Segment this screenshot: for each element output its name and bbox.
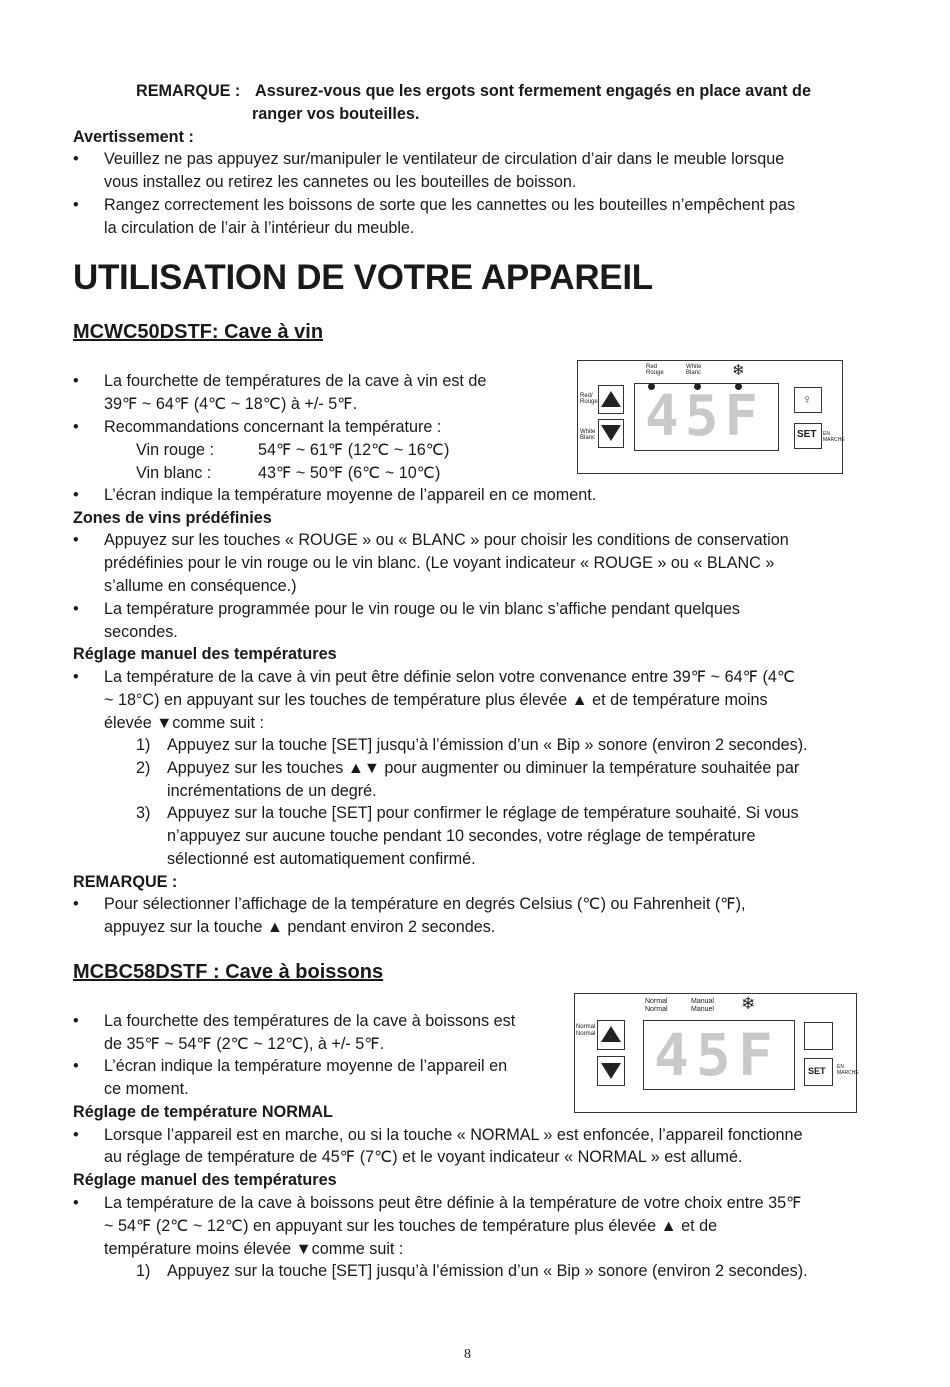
beverage-ecran-line1: L’écran indique la température moyenne de l’appareil en (104, 1057, 508, 1075)
beverage-manual-line2: ~ 54℉ (2℃ ~ 12℃) en appuyant sur les touches de température plus élevée ▲ et de (104, 1217, 718, 1235)
wine-range-line2: 39℉ ~ 64℉ (4℃ ~ 18℃) à +/- 5℉. (104, 395, 358, 413)
light-button[interactable] (794, 387, 822, 413)
set-button[interactable] (804, 1058, 833, 1086)
step-3-line3: sélectionné est automatiquement confirmé. (167, 850, 476, 868)
step-2-number: 2) (136, 759, 151, 777)
bullet-icon: • (73, 418, 79, 436)
wine-range-line1: La fourchette de températures de la cave à vin est de (104, 372, 487, 390)
panel-label-white-top: White Blanc (686, 364, 702, 376)
step-1-number: 1) (136, 736, 151, 754)
bullet-icon: • (73, 600, 79, 618)
bullet-icon: • (73, 1012, 79, 1030)
bullet-icon: • (73, 895, 79, 913)
temperature-display (643, 1020, 795, 1090)
wine-rouge-value: 54℉ ~ 61℉ (12℃ ~ 16℃) (258, 441, 450, 459)
panel-label-normal-side: Normal Normal (576, 1024, 596, 1037)
bullet-icon: • (73, 486, 79, 504)
wine-manual-line1: La température de la cave à vin peut être définie selon votre convenance entre 39℉ ~ 64℉ (4℃ (104, 668, 796, 686)
en-marche-label: EN MARCHE (823, 431, 845, 443)
set-label: SET (797, 429, 817, 440)
avertissement-bullet-1-line1: Veuillez ne pas appuyez sur/manipuler le ventilateur de circulation d’air dans le meuble lorsque (104, 150, 785, 168)
beverage-manual-line3: température moins élevée ▼comme suit : (104, 1240, 404, 1258)
bullet-icon: • (73, 150, 79, 168)
display-value: 45F (645, 384, 765, 449)
remarque-label: REMARQUE : (136, 82, 241, 100)
step-2-line2: incrémentations de un degré. (167, 782, 377, 800)
step-3-number: 3) (136, 804, 151, 822)
light-button[interactable] (804, 1022, 833, 1050)
en-marche-label: EN MARCHE (837, 1064, 859, 1076)
remarque-text-line2: ranger vos bouteilles. (252, 105, 420, 123)
wine-remarque-title: REMARQUE : (73, 873, 178, 891)
zones-b1-line1: Appuyez sur les touches « ROUGE » ou « BLANC » pour choisir les conditions de conservation (104, 531, 789, 549)
arrow-up-icon (601, 391, 621, 407)
wine-blanc-value: 43℉ ~ 50℉ (6℃ ~ 10℃) (258, 464, 441, 482)
wine-rouge-label: Vin rouge : (136, 441, 214, 459)
wine-blanc-label: Vin blanc : (136, 464, 212, 482)
beverage-step-1-number: 1) (136, 1262, 151, 1280)
wine-manual-line2: ~ 18°C) en appuyant sur les touches de température plus élevée ▲ et de température moins (104, 691, 768, 709)
beverage-step-1-text: Appuyez sur la touche [SET] jusqu’à l’émission d’un « Bip » sonore (environ 2 secondes). (167, 1262, 808, 1280)
zones-b1-line3: s’allume en conséquence.) (104, 577, 297, 595)
bullet-icon: • (73, 1126, 79, 1144)
normal-title: Réglage de température NORMAL (73, 1103, 333, 1121)
set-button[interactable] (794, 423, 822, 449)
display-value: 45F (654, 1021, 780, 1089)
avertissement-bullet-2-line1: Rangez correctement les boissons de sorte que les cannettes ou les bouteilles n’empêchent pas (104, 196, 796, 214)
wine-control-panel (577, 360, 843, 474)
avertissement-bullet-1-line2: vous installez ou retirez les cannetes ou les bouteilles de boisson. (104, 173, 577, 191)
temp-down-button[interactable] (598, 419, 624, 448)
wine-manual-line3: élevée ▼comme suit : (104, 714, 264, 732)
bullet-icon: • (73, 531, 79, 549)
panel-label-normal-top: Normal Normal (645, 998, 668, 1013)
bullet-icon: • (73, 668, 79, 686)
snowflake-icon: ❄ (732, 362, 745, 379)
beverage-range-line1: La fourchette des températures de la cave à boissons est (104, 1012, 516, 1030)
wine-reco: Recommandations concernant la température : (104, 418, 442, 436)
normal-line2: au réglage de température de 45℉ (7℃) et le voyant indicateur « NORMAL » est allumé. (104, 1148, 743, 1166)
beverage-control-panel (574, 993, 857, 1113)
temp-up-button[interactable] (597, 1020, 625, 1050)
step-3-line1: Appuyez sur la touche [SET] pour confirmer le réglage de température souhaité. Si vous (167, 804, 799, 822)
panel-label-red-top: Red Rouge (646, 364, 664, 376)
light-bulb-icon: ♀ (802, 391, 813, 407)
step-3-line2: n’appuyez sur aucune touche pendant 10 secondes, votre réglage de température (167, 827, 756, 845)
avertissement-title: Avertissement : (73, 128, 194, 146)
beverage-heading: MCBC58DSTF : Cave à boissons (73, 961, 384, 983)
beverage-manual-title: Réglage manuel des températures (73, 1171, 337, 1189)
bullet-icon: • (73, 1057, 79, 1075)
panel-label-white-side: White Blanc (580, 429, 596, 441)
panel-label-red-side: Red/ Rouge (580, 393, 598, 405)
zones-b1-line2: prédéfinies pour le vin rouge ou le vin blanc. (Le voyant indicateur « ROUGE » ou « BLANC » (104, 554, 775, 572)
panel-label-manual-top: Manual Manuel (691, 998, 714, 1013)
bullet-icon: • (73, 1194, 79, 1212)
wine-remarque-line1: Pour sélectionner l’affichage de la température en degrés Celsius (℃) ou Fahrenheit (℉), (104, 895, 746, 913)
normal-line1: Lorsque l’appareil est en marche, ou si la touche « NORMAL » est enfoncée, l’appareil fonctionne (104, 1126, 803, 1144)
beverage-range-line2: de 35℉ ~ 54℉ (2℃ ~ 12℃), à +/- 5℉. (104, 1035, 385, 1053)
step-1-text: Appuyez sur la touche [SET] jusqu’à l’émission d’un « Bip » sonore (environ 2 secondes). (167, 736, 808, 754)
wine-manual-title: Réglage manuel des températures (73, 645, 337, 663)
page-title: UTILISATION DE VOTRE APPAREIL (73, 258, 653, 297)
zones-title: Zones de vins prédéfinies (73, 509, 272, 527)
beverage-manual-line1: La température de la cave à boissons peut être définie à la température de votre choix entre 35℉ (104, 1194, 802, 1212)
wine-remarque-line2: appuyez sur la touche ▲ pendant environ 2 secondes. (104, 918, 496, 936)
bullet-icon: • (73, 196, 79, 214)
zones-b2-line2: secondes. (104, 623, 178, 641)
avertissement-bullet-2-line2: la circulation de l’air à l’intérieur du meuble. (104, 219, 415, 237)
set-label: SET (808, 1066, 826, 1076)
zones-b2-line1: La température programmée pour le vin rouge ou le vin blanc s’affiche pendant quelques (104, 600, 740, 618)
remarque-text-line1: Assurez-vous que les ergots sont fermement engagés en place avant de (255, 82, 811, 100)
arrow-up-icon (601, 1026, 621, 1042)
arrow-down-icon (601, 425, 621, 441)
wine-ecran: L’écran indique la température moyenne de l’appareil en ce moment. (104, 486, 597, 504)
wine-heading: MCWC50DSTF: Cave à vin (73, 321, 324, 343)
page-number: 8 (464, 1347, 471, 1362)
temp-up-button[interactable] (598, 385, 624, 414)
temperature-display (634, 383, 779, 451)
temp-down-button[interactable] (597, 1056, 625, 1086)
arrow-down-icon (601, 1063, 621, 1079)
step-2-line1: Appuyez sur les touches ▲▼ pour augmenter ou diminuer la température souhaitée par (167, 759, 800, 777)
beverage-ecran-line2: ce moment. (104, 1080, 189, 1098)
bullet-icon: • (73, 372, 79, 390)
snowflake-icon: ❄ (741, 994, 756, 1013)
